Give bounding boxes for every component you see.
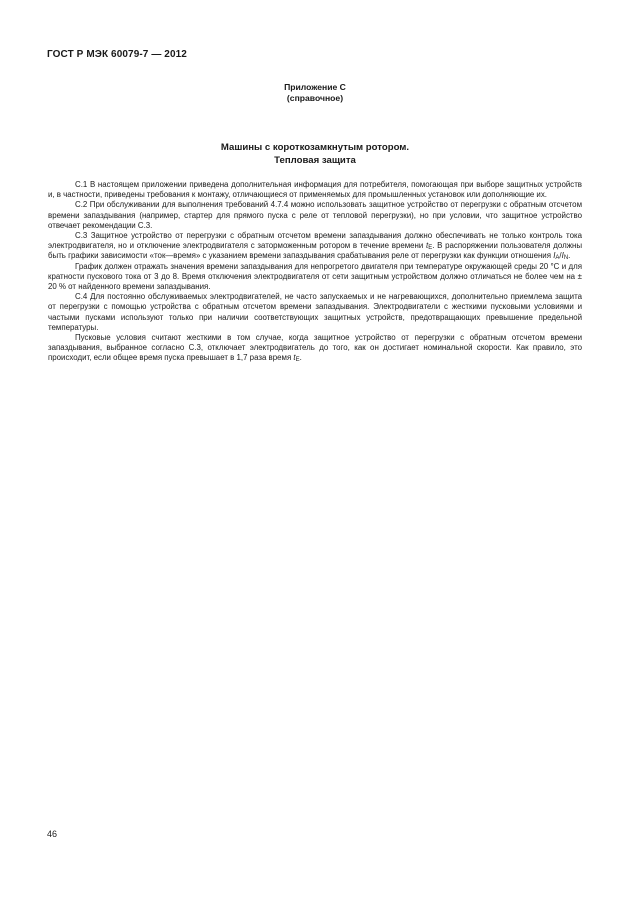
paragraph-graph: График должен отражать значения времени запаздывания для непрогретого двигателя при температуре окружающей среды 20 °С и для кратности пускового тока от 3 до 8. Время отключения электродвигателя от сети защитным устройством должно отличаться не более чем на ± 20 % от найденного времени запаздывания.	[48, 261, 582, 292]
ratio-slash: /	[559, 251, 562, 261]
section-title-line2: Тепловая защита	[274, 155, 356, 166]
time-te-symbol: t	[426, 241, 429, 251]
paragraph-c3-text-a: С.3 Защитное устройство от перегрузки с обратным отсчетом времени запаздывания должно обеспечивать не только контроль тока электродвигателя, но и отключение электродвигателя с заторможенным ротором в течение времени	[48, 231, 582, 251]
annex-heading	[0, 82, 630, 104]
page-number: 46	[47, 829, 58, 839]
paragraph-c3	[48, 231, 582, 262]
section-title	[0, 141, 630, 167]
annex-type: (справочное)	[286, 93, 344, 103]
current-in-symbol: I	[561, 251, 564, 261]
annex-title: Приложение С	[284, 82, 346, 92]
document-header: ГОСТ Р МЭК 60079-7 — 2012	[47, 49, 187, 60]
paragraph-start-conditions	[48, 333, 582, 364]
paragraph-c3-text-b: . В распоряжении пользователя должны быть графики зависимости «ток—время» с указанием времени запаздывания срабатывания реле от перегрузки как функции отношения	[48, 241, 582, 261]
current-in-subscript: N	[563, 255, 569, 262]
paragraph-c4: С.4 Для постоянно обслуживаемых электродвигателей, не часто запускаемых и не нагревающихся, дополнительно приемлема защита от перегрузки с помощью устройства с обратным отсчетом времени запаздывания. Электродвигатели с жесткими пусковыми условиями и частыми пусками используют только при наличии соответствующих защитных устройств, предотвращающих превышение предельной температуры.	[48, 292, 582, 332]
current-ia-symbol: I	[553, 251, 556, 261]
time-te-subscript: E	[428, 245, 433, 252]
time-te-symbol-2: t	[293, 353, 296, 363]
paragraph-c2: С.2 При обслуживании для выполнения требований 4.7.4 можно использовать защитное устройство от перегрузки с обратным отсчетом времени запаздывания (например, стартер для прямого пуска с реле от тепловой перегрузки), но при условии, что защитное устройство отвечает рекомендации С.3.	[48, 200, 582, 230]
paragraph-c1: С.1 В настоящем приложении приведена дополнительная информация для потребителя, помогающая при выборе защитных устройств и, в частности, приведены требования к монтажу, отличающиеся от применяемых для промышленных установок или дополняющие их.	[48, 180, 582, 200]
paragraph-start-end: .	[299, 353, 302, 363]
paragraph-start-text: Пусковые условия считают жесткими в том случае, когда защитное устройство от перегрузки с обратным отсчетом времени запаздывания, выбранное согласно С.3, отключает электродвигатель до того, как он достигает номинальной скорости. Как правило, это происходит, если общее время пуска превышает в 1,7 раза время	[48, 333, 582, 363]
paragraph-c3-end: .	[568, 251, 571, 261]
time-te-subscript-2: E	[295, 357, 300, 364]
section-title-line1: Машины с короткозамкнутым ротором.	[220, 142, 410, 153]
document-body	[48, 180, 582, 364]
current-ia-subscript: A	[555, 255, 560, 262]
